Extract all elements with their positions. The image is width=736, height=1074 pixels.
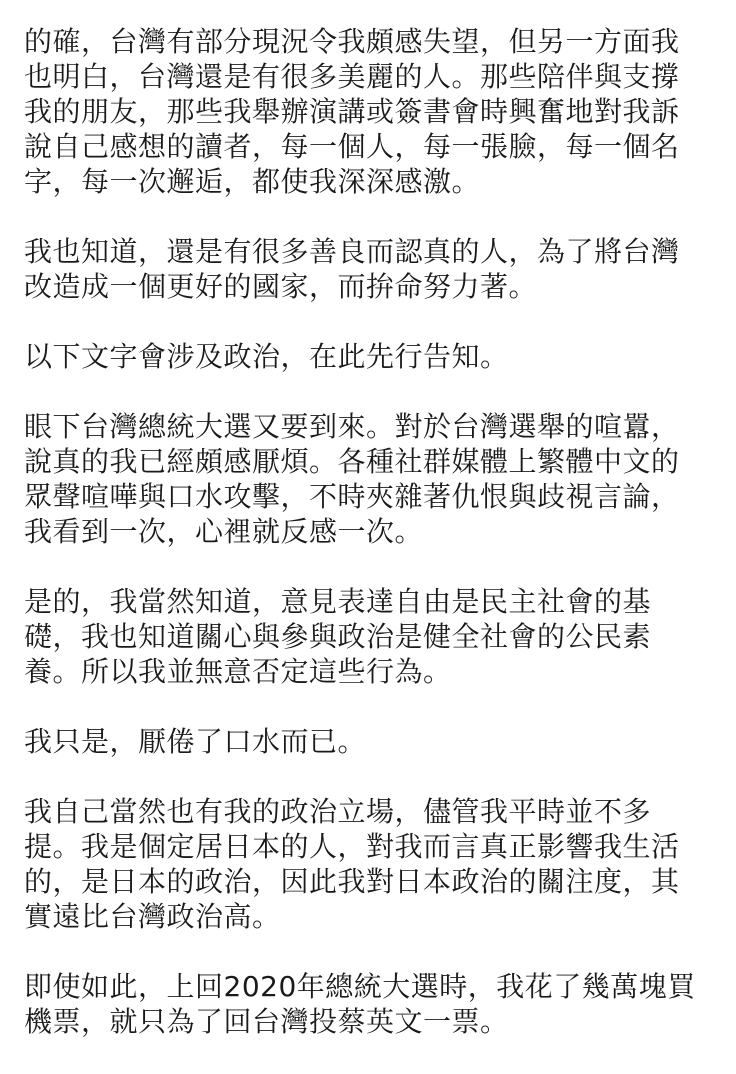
paragraph <box>24 339 714 374</box>
text-line: 我看到一次，心裡就反感一次。 <box>24 515 424 548</box>
text-line: 我只是，厭倦了口水而已。 <box>24 725 367 758</box>
text-line: 養。所以我並無意否定這些行為。 <box>24 655 452 688</box>
text-line: 提。我是個定居日本的人，對我而言真正影響我生活 <box>24 830 680 863</box>
text-line: 說真的我已經頗感厭煩。各種社群媒體上繁體中文的 <box>24 445 680 478</box>
text-line: 礎，我也知道關心與參與政治是健全社會的公民素 <box>24 620 652 653</box>
text-line: 以下文字會涉及政治，在此先行告知。 <box>24 340 509 373</box>
paragraph <box>24 234 714 304</box>
paragraph <box>24 24 714 199</box>
text-line: 改造成一個更好的國家，而拚命努力著。 <box>24 270 538 303</box>
paragraph <box>24 794 714 934</box>
text-line: 說自己感想的讀者，每一個人，每一張臉，每一個名 <box>24 130 680 163</box>
text-line: 的確，台灣有部分現況令我頗感失望，但另一方面我 <box>24 25 680 58</box>
text-line: 我自己當然也有我的政治立場，儘管我平時並不多 <box>24 795 652 828</box>
paragraph <box>24 584 714 689</box>
paragraph <box>24 409 714 549</box>
text-line: 也明白，台灣還是有很多美麗的人。那些陪伴與支撐 <box>24 60 680 93</box>
text-line: 即使如此，上回2020年總統大選時，我花了幾萬塊買 <box>24 970 696 1003</box>
text-line: 是的，我當然知道，意見表達自由是民主社會的基 <box>24 585 652 618</box>
text-line: 實遠比台灣政治高。 <box>24 900 281 933</box>
text-line: 我也知道，還是有很多善良而認真的人，為了將台灣 <box>24 235 680 268</box>
text-line: 字，每一次邂逅，都使我深深感激。 <box>24 165 481 198</box>
text-line: 機票，就只為了回台灣投蔡英文一票。 <box>24 1005 509 1038</box>
text-line: 眼下台灣總統大選又要到來。對於台灣選舉的喧囂， <box>24 410 680 443</box>
document-body <box>24 24 714 1074</box>
text-line: 眾聲喧嘩與口水攻擊，不時夾雜著仇恨與歧視言論， <box>24 480 680 513</box>
text-line: 的，是日本的政治，因此我對日本政治的關注度，其 <box>24 865 680 898</box>
text-line: 我的朋友，那些我舉辦演講或簽書會時興奮地對我訴 <box>24 95 680 128</box>
paragraph <box>24 724 714 759</box>
paragraph <box>24 969 714 1039</box>
